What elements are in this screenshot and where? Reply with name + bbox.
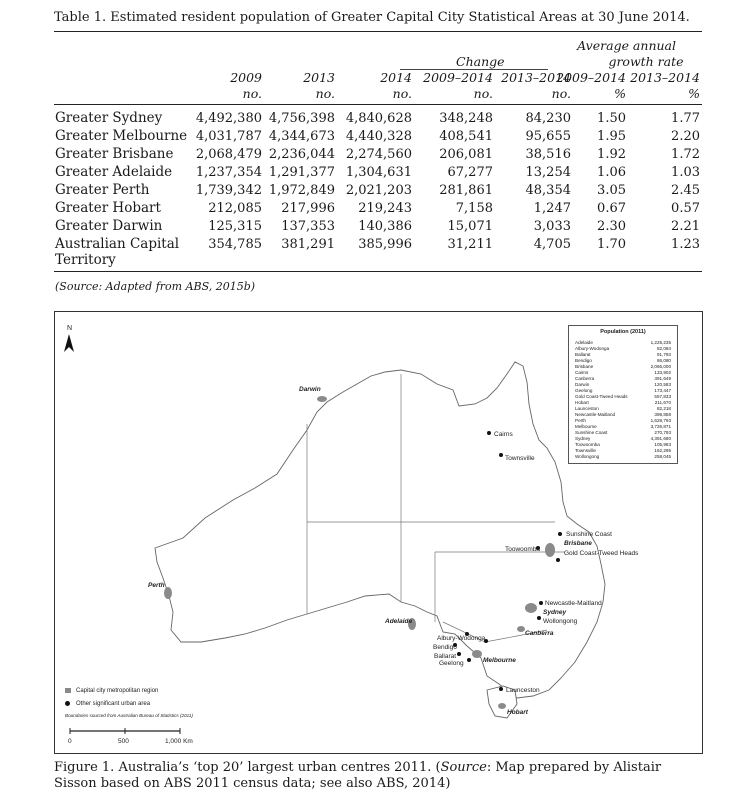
table-cell: 4,440,328	[345, 129, 412, 144]
row-label: Greater Melbourne	[55, 128, 188, 144]
table-cell: 2,274,560	[345, 147, 412, 162]
table-cell: 1.92	[597, 147, 626, 162]
caption-text: Australia’s ‘top 20’ largest urban centres 2011. (	[114, 760, 441, 775]
table-cell: 281,861	[439, 183, 493, 198]
city-label-sydney: Sydney	[543, 609, 567, 616]
scale-label-0: 0	[68, 738, 72, 745]
city-label-albury: Albury-Wodonga	[437, 635, 486, 642]
table-cell: 2,068,479	[195, 147, 262, 162]
table-cell: 2,236,044	[268, 147, 335, 162]
key-capital	[65, 688, 158, 694]
column-header: 2009	[230, 70, 262, 85]
table-cell: 1.72	[671, 147, 700, 162]
table-cell: 348,248	[439, 111, 493, 126]
population-city-value: 398,858	[654, 412, 671, 417]
table-cell: 125,315	[208, 219, 262, 234]
caption-rest: : Map prepared by Alistair Sisson based on ABS 2011 census data; see also ABS, 2014)	[54, 760, 662, 791]
column-unit: no.	[392, 86, 412, 101]
table-cell: 4,756,398	[268, 111, 335, 126]
population-city-value: 120,583	[654, 382, 671, 387]
population-city-value: 4,391,680	[650, 436, 671, 441]
table-cell: 84,230	[525, 111, 571, 126]
population-city-value: 557,833	[654, 394, 671, 399]
table-cell: 0.67	[597, 201, 626, 216]
map-figure	[54, 311, 703, 754]
city-label-darwin: Darwin	[299, 386, 321, 393]
key-boundaries: Boundaries sourced from Australian Bureau of Statistics (2011)	[65, 713, 193, 718]
table-cell: 4,344,673	[268, 129, 335, 144]
north-arrow-icon	[64, 334, 74, 352]
table-title: Table 1. Estimated resident population of Greater Capital City Statistical Areas at 30 June 2014.	[54, 10, 690, 25]
table-cell: 4,840,628	[345, 111, 412, 126]
scale-label-1000: 1,000 Km	[165, 738, 193, 745]
population-city-name: Canberra	[575, 376, 595, 381]
population-city-name: Darwin	[575, 382, 590, 387]
population-city-value: 162,295	[654, 448, 671, 453]
population-city-value: 82,218	[656, 406, 671, 411]
change-header: Change	[456, 54, 505, 69]
row-label: Greater Adelaide	[55, 164, 173, 180]
population-city-name: Cairns	[575, 370, 589, 375]
population-city-name: Melbourne	[575, 424, 597, 429]
column-unit: %	[688, 86, 700, 101]
city-label-wollongong: Wollongong	[543, 618, 578, 625]
table-cell: 3,033	[533, 219, 571, 234]
population-city-name: Geelong	[575, 388, 593, 393]
table-cell: 7,158	[455, 201, 493, 216]
table-cell: 1,972,849	[268, 183, 335, 198]
scale-label-500: 500	[118, 738, 129, 745]
population-city-name: Adelaide	[575, 340, 593, 345]
table-cell: 2.30	[597, 219, 626, 234]
city-label-geelong: Geelong	[439, 660, 464, 667]
population-city-value: 91,793	[656, 352, 671, 357]
column-unit: no.	[473, 86, 493, 101]
table-cell: 1.95	[597, 129, 626, 144]
growth-header-line2: growth rate	[608, 54, 684, 69]
table-cell: 1.70	[597, 237, 626, 252]
figure-caption	[54, 760, 704, 792]
population-city-name: Sydney	[575, 436, 591, 441]
city-label-ballarat: Ballarat	[434, 653, 457, 660]
population-city-value: 105,983	[654, 442, 671, 447]
table-cell: 2.21	[671, 219, 700, 234]
table-cell: 2,021,203	[345, 183, 412, 198]
city-label-bendigo: Bendigo	[433, 644, 457, 651]
row-label: Australian Capital	[55, 236, 180, 252]
column-header: 2014	[380, 70, 412, 85]
population-city-name: Wollongong	[575, 454, 600, 459]
city-label-brisbane: Brisbane	[564, 540, 592, 547]
table-cell: 1.06	[597, 165, 626, 180]
population-city-value: 211,670	[654, 400, 671, 405]
population-city-value: 391,649	[654, 376, 671, 381]
row-label: Greater Sydney	[55, 110, 163, 126]
table-cell: 95,655	[525, 129, 571, 144]
population-city-name: Gold Coast-Tweed Heads	[575, 394, 628, 399]
table-header-rule	[54, 104, 702, 105]
table-bottom-rule	[54, 271, 702, 272]
growth-header-line1: Average annual	[577, 38, 676, 53]
column-header: 2009–2014	[423, 70, 493, 85]
table-cell: 219,243	[358, 201, 412, 216]
table-cell: 1,237,354	[195, 165, 262, 180]
row-label: Greater Brisbane	[55, 146, 174, 162]
table-cell: 1.23	[671, 237, 700, 252]
row-label: Greater Darwin	[55, 218, 163, 234]
table-cell: 2.45	[671, 183, 700, 198]
table-cell: 13,254	[525, 165, 571, 180]
table-cell: 3.05	[597, 183, 626, 198]
city-label-townsville: Townsville	[505, 455, 535, 462]
population-city-value: 270,793	[654, 430, 671, 435]
city-label-canberra: Canberra	[525, 630, 554, 637]
city-label-newcastle: Newcastle-Maitland	[545, 600, 602, 607]
population-city-value: 1,628,793	[650, 418, 671, 423]
column-header: 2009–2014	[556, 70, 626, 85]
table-cell: 1.03	[671, 165, 700, 180]
city-label-perth: Perth	[148, 582, 165, 589]
table-cell: 38,516	[525, 147, 571, 162]
caption-source-word: Source	[440, 760, 487, 775]
population-city-name: Albury-Wodonga	[575, 346, 610, 351]
column-unit: no.	[315, 86, 335, 101]
caption-label: Figure 1.	[54, 760, 115, 775]
urban-dot-swatch	[65, 701, 70, 706]
table-cell: 1,247	[533, 201, 571, 216]
table-cell: 15,071	[447, 219, 493, 234]
table-cell: 381,291	[281, 237, 335, 252]
scale-bar	[68, 728, 193, 745]
population-city-name: Newcastle-Maitland	[575, 412, 616, 417]
city-label-toowoomba: Toowoomba	[505, 546, 541, 553]
city-label-sunshine-coast: Sunshine Coast	[566, 531, 612, 538]
table-cell: 217,996	[281, 201, 335, 216]
population-city-value: 173,447	[654, 388, 671, 393]
capital-swatch	[65, 688, 71, 693]
city-label-gold-coast: Gold Coast-Tweed Heads	[564, 550, 639, 557]
table-cell: 385,996	[358, 237, 412, 252]
table-cell: 206,081	[439, 147, 493, 162]
population-city-name: Bendigo	[575, 358, 592, 363]
table-cell: 4,031,787	[195, 129, 262, 144]
column-unit: no.	[551, 86, 571, 101]
table-cell: 408,541	[439, 129, 493, 144]
table-cell: 2.20	[671, 129, 700, 144]
table-cell: 1,291,377	[268, 165, 335, 180]
population-city-value: 133,902	[654, 370, 671, 375]
table-cell: 140,386	[358, 219, 412, 234]
population-legend-row	[575, 454, 671, 460]
mainland-outline	[155, 362, 608, 698]
city-label-adelaide: Adelaide	[385, 618, 413, 625]
population-city-name: Perth	[575, 418, 586, 423]
population-legend-title: Population (2011)	[600, 329, 646, 335]
population-city-name: Sunshine Coast	[575, 430, 608, 435]
row-label: Greater Hobart	[55, 200, 161, 216]
population-city-name: Townsville	[575, 448, 596, 453]
table-cell: 31,211	[447, 237, 493, 252]
column-unit: %	[614, 86, 626, 101]
table-cell: 0.57	[671, 201, 700, 216]
population-legend	[568, 325, 678, 464]
population-city-value: 2,066,000	[650, 364, 671, 369]
city-label-hobart: Hobart	[507, 709, 528, 716]
key-urban-label: Other significant urban area	[76, 701, 151, 708]
population-city-name: Brisbane	[575, 364, 594, 369]
population-city-value: 3,726,871	[650, 424, 671, 429]
table-cell: 354,785	[208, 237, 262, 252]
table-cell: 67,277	[447, 165, 493, 180]
population-city-name: Ballarat	[575, 352, 591, 357]
key-urban	[65, 701, 150, 707]
north-label: N	[67, 325, 73, 332]
table-cell: 1,304,631	[345, 165, 412, 180]
column-unit: no.	[242, 86, 262, 101]
column-header: 2013–2014	[630, 70, 700, 85]
city-label-launceston: Launceston	[506, 687, 540, 694]
population-city-name: Hobart	[575, 400, 589, 405]
key-capital-label: Capital city metropolitan region	[76, 688, 159, 695]
table-cell: 1.77	[671, 111, 700, 126]
table-cell: 1,739,342	[195, 183, 262, 198]
population-city-name: Launceston	[575, 406, 599, 411]
population-city-value: 1,225,235	[650, 340, 671, 345]
column-header: 2013–2014	[501, 70, 571, 85]
population-city-value: 86,080	[656, 358, 671, 363]
row-label: Greater Perth	[55, 182, 150, 198]
row-label-continued: Territory	[55, 252, 116, 268]
city-label-melbourne: Melbourne	[483, 657, 516, 664]
column-header: 2013	[303, 70, 335, 85]
table-source: (Source: Adapted from ABS, 2015b)	[55, 280, 256, 293]
population-city-name: Toowoomba	[575, 442, 600, 447]
population-city-value: 258,045	[654, 454, 671, 459]
table-cell: 137,353	[281, 219, 335, 234]
population-city-value: 82,084	[656, 346, 671, 351]
table-top-rule	[54, 31, 702, 32]
table-cell: 1.50	[597, 111, 626, 126]
table-cell: 212,085	[208, 201, 262, 216]
table-cell: 48,354	[525, 183, 571, 198]
city-label-cairns: Cairns	[494, 431, 513, 438]
table-cell: 4,705	[533, 237, 571, 252]
table-cell: 4,492,380	[195, 111, 262, 126]
